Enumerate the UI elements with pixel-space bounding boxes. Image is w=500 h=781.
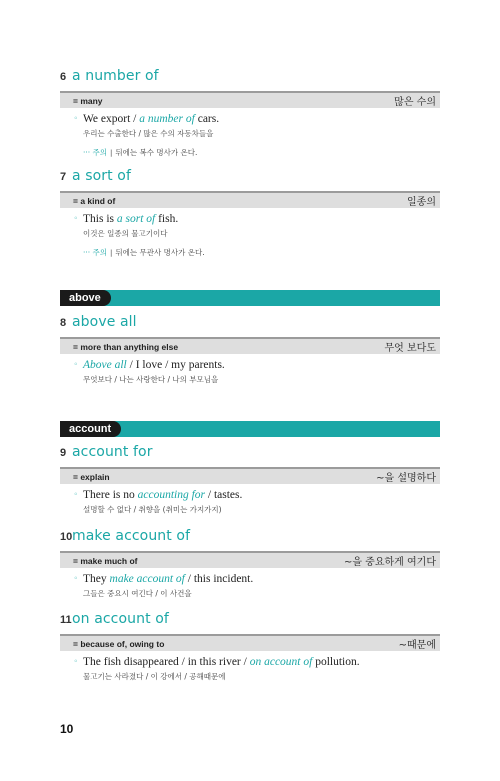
- entry-term: above all: [72, 314, 137, 330]
- example-highlight: a number of: [139, 113, 195, 125]
- entry-heading: [60, 314, 440, 334]
- synonym: = a kind of: [73, 195, 116, 206]
- example-translation: 그들은 중요시 여긴다 / 이 사건을: [83, 589, 192, 598]
- entry-term: on account of: [72, 611, 169, 627]
- entry-term: a number of: [72, 68, 159, 84]
- note-label: ··· 주의: [83, 248, 108, 257]
- example-text: The fish disappeared / in this river /: [83, 656, 250, 668]
- synonym-bar: [60, 91, 440, 108]
- entry-heading: [60, 444, 440, 464]
- example-highlight: Above all: [83, 359, 127, 371]
- usage-note: [60, 147, 440, 158]
- synonym: = make much of: [73, 555, 138, 566]
- example-highlight: accounting for: [137, 489, 206, 501]
- entry-above-all: [60, 314, 440, 385]
- example-text: / tastes.: [205, 489, 243, 501]
- usage-note: [60, 247, 440, 258]
- entry-heading: [60, 528, 440, 548]
- note-separator: |: [110, 248, 113, 257]
- entry-number: 7: [60, 171, 67, 183]
- example-sentence: [60, 489, 440, 501]
- entry-on-account-of: [60, 611, 440, 682]
- example-highlight: on account of: [249, 656, 313, 668]
- section-label: account: [60, 421, 121, 437]
- korean-meaning: ~을 설명하다: [376, 473, 436, 484]
- example-text: pollution.: [312, 656, 360, 668]
- bullet-icon: ◦: [74, 213, 78, 224]
- entry-heading: [60, 611, 440, 631]
- korean-meaning: 일종의: [407, 197, 436, 208]
- synonym: = explain: [73, 471, 110, 482]
- example-text: / this incident.: [184, 573, 254, 585]
- entry-number: 11: [60, 614, 72, 626]
- example-sentence: [60, 113, 440, 125]
- synonym-bar: [60, 337, 440, 354]
- example-text: We export /: [83, 113, 140, 125]
- example-sentence: [60, 213, 440, 225]
- synonym-bar: [60, 634, 440, 651]
- entry-account-for: [60, 444, 440, 515]
- synonym-bar: [60, 191, 440, 208]
- entry-number: 10: [60, 531, 73, 543]
- note-text: 뒤에는 무관사 명사가 온다.: [115, 248, 205, 257]
- example-text: cars.: [194, 113, 220, 125]
- entry-term: make account of: [72, 528, 191, 544]
- note-label: ··· 주의: [83, 148, 108, 157]
- example-translation: 우리는 수출한다 / 많은 수의 자동차들을: [83, 129, 214, 138]
- bullet-icon: ◦: [74, 573, 78, 584]
- synonym: = because of, owing to: [73, 638, 165, 649]
- example-sentence: [60, 656, 440, 668]
- section-label: above: [60, 290, 111, 306]
- example-text: fish.: [155, 213, 179, 225]
- entry-term: account for: [72, 444, 153, 460]
- entry-heading: [60, 68, 440, 88]
- example-translation: 무엇보다 / 나는 사랑한다 / 나의 부모님을: [83, 375, 219, 384]
- entry-make-account-of: [60, 528, 440, 599]
- example-text: This is: [83, 213, 117, 225]
- example-highlight: make account of: [109, 573, 185, 585]
- example-sentence: [60, 573, 440, 585]
- entry-a-number-of: [60, 68, 440, 158]
- section-header-account: [60, 421, 440, 437]
- example-translation: 이것은 일종의 물고기이다: [83, 229, 168, 238]
- korean-meaning: 무엇 보다도: [384, 343, 436, 354]
- korean-meaning: ~때문에: [398, 640, 436, 651]
- example-text: / I love / my parents.: [126, 359, 225, 371]
- page-number: 10: [60, 722, 74, 736]
- entry-number: 9: [60, 447, 67, 459]
- bullet-icon: ◦: [74, 359, 78, 370]
- entry-number: 8: [60, 317, 67, 329]
- example-highlight: a sort of: [116, 213, 156, 225]
- bullet-icon: ◦: [74, 113, 78, 124]
- section-header-above: [60, 290, 440, 306]
- synonym-bar: [60, 551, 440, 568]
- entry-number: 6: [60, 71, 67, 83]
- example-text: There is no: [83, 489, 138, 501]
- korean-meaning: 많은 수의: [394, 97, 436, 108]
- bullet-icon: ◦: [74, 656, 78, 667]
- note-separator: |: [110, 148, 113, 157]
- example-sentence: [60, 359, 440, 371]
- synonym: = many: [73, 95, 103, 106]
- example-translation: 물고기는 사라졌다 / 이 강에서 / 공해때문에: [83, 672, 226, 681]
- entry-heading: [60, 168, 440, 188]
- note-text: 뒤에는 복수 명사가 온다.: [115, 148, 198, 157]
- synonym-bar: [60, 467, 440, 484]
- bullet-icon: ◦: [74, 489, 78, 500]
- entry-a-sort-of: [60, 168, 440, 258]
- example-text: They: [83, 573, 110, 585]
- synonym: = more than anything else: [73, 341, 179, 352]
- korean-meaning: ~을 중요하게 여기다: [343, 557, 436, 568]
- example-translation: 설명할 수 없다 / 취향을 (취미는 가지가지): [83, 505, 222, 514]
- entry-term: a sort of: [72, 168, 131, 184]
